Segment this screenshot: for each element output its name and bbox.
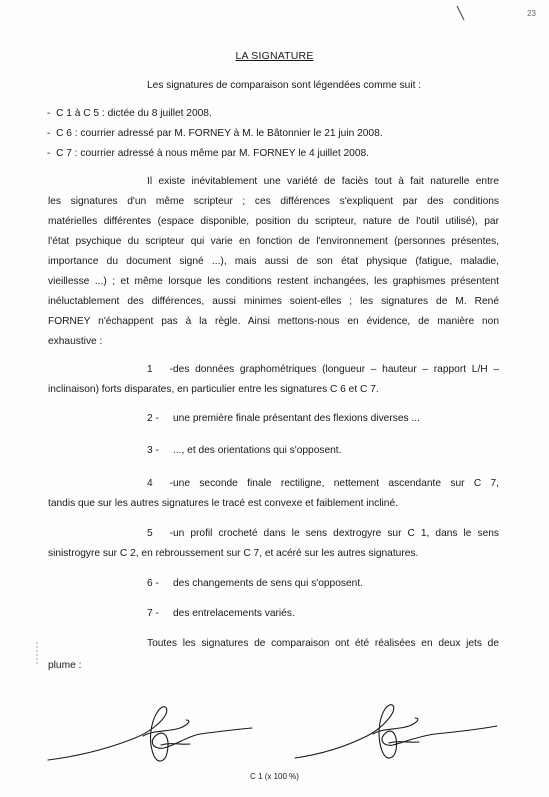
point-number: 1 - <box>147 364 173 375</box>
point-line: 1 -des données graphométriques (longueur – hauteur – rapport L/H – <box>147 360 499 380</box>
closing-line: plume : <box>48 660 82 671</box>
point-number: 6 - <box>147 578 159 589</box>
point-line: 6 - des changements de sens qui s'opposent. <box>147 574 499 594</box>
legend-item: - C 1 à C 5 : dictée du 8 juillet 2008. <box>47 108 212 119</box>
point-line: 7 - des entrelacements variés. <box>147 604 499 624</box>
intro-text: Les signatures de comparaison sont légendées comme suit : <box>147 80 422 91</box>
point-number: 7 - <box>147 608 159 619</box>
legend-item: - C 7 : courrier adressé à nous même par M. FORNEY le 4 juillet 2008. <box>47 148 369 159</box>
paragraph-line: Il existe inévitablement une variété de faciès tout à fait naturelle entre <box>147 176 499 187</box>
scan-mark <box>32 640 42 668</box>
point-line: 3 - ..., et des orientations qui s'opposent. <box>147 441 499 461</box>
point-line: inclinaison) forts disparates, en particulier entre les signatures C 6 et C 7. <box>48 384 379 395</box>
paragraph-line: FORNEY n'échappent pas à la règle. Ainsi mettons-nous en évidence, de manière non <box>48 316 499 327</box>
point-number: 3 - <box>147 445 159 456</box>
point-number: 4 - <box>147 478 173 489</box>
point-line: 4 -une seconde finale rectiligne, nettement ascendante sur C 7, <box>147 474 499 494</box>
point-line: tandis que sur les autres signatures le tracé est convexe et faiblement incliné. <box>48 498 398 509</box>
page-title: LA SIGNATURE <box>235 50 314 62</box>
figure-caption: C 1 (x 100 %) <box>250 772 299 781</box>
paragraph-line: l'état psychique du scripteur qui varie en fonction de l'environnement (personnes présentes, <box>48 236 499 247</box>
handwritten-signature <box>285 690 515 768</box>
page-number: 23 <box>527 9 536 18</box>
paragraph-line: vieillesse ...) ; et même lorsque les conditions restent inchangées, les graphismes présentent <box>48 276 499 287</box>
closing-line: Toutes les signatures de comparaison ont été réalisées en deux jets de <box>147 638 499 649</box>
paragraph-line: exhaustive : <box>48 336 103 347</box>
point-number: 5 - <box>147 528 173 539</box>
handwritten-signature <box>40 690 270 768</box>
paragraph-line: matérielles différentes (espace disponible, position du scripteur, nature de l'outil utilisé), par <box>48 216 499 227</box>
paragraph-line: inéluctablement des différences, aussi minimes soient-elles ; les signatures de M. René <box>48 296 499 307</box>
point-line: sinistrogyre sur C 2, en rebroussement sur C 7, et acéré sur les autres signatures. <box>48 548 419 559</box>
point-number: 2 - <box>147 413 159 424</box>
point-line: 5 -un profil crocheté dans le sens dextrogyre sur C 1, dans le sens <box>147 524 499 544</box>
legend-item: - C 6 : courrier adressé par M. FORNEY à M. le Bâtonnier le 21 juin 2008. <box>47 128 383 139</box>
point-line: 2 - une première finale présentant des flexions diverses ... <box>147 409 499 429</box>
scan-mark <box>455 4 469 24</box>
paragraph-line: importance du document signé ...), mais aussi de son état physique (fatigue, maladie, <box>48 256 499 267</box>
paragraph-line: les signatures d'un même scripteur ; ces différences s'expliquent par des conditions <box>48 196 499 207</box>
